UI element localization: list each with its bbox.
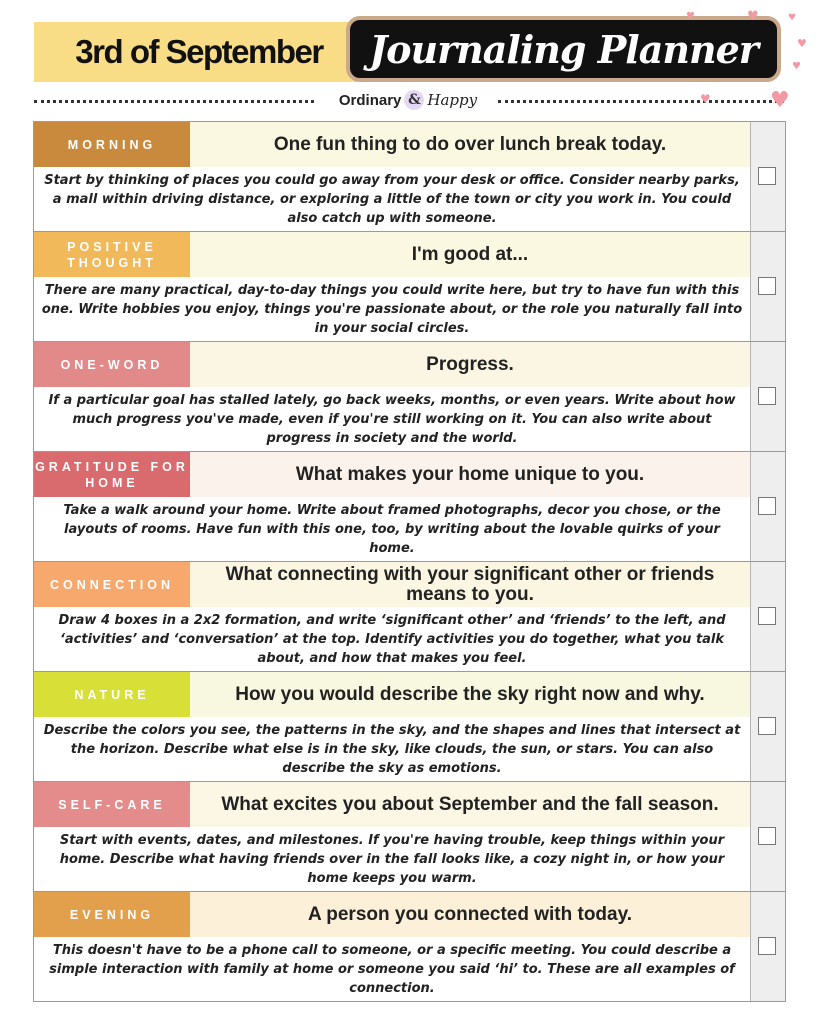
section-checkbox[interactable] (758, 607, 776, 625)
heart-icon: ♥ (686, 11, 695, 22)
section-evening (34, 892, 785, 1002)
section-tag: SELF-CARE (34, 782, 190, 827)
section-tag: GRATITUDE FOR HOME (34, 452, 190, 497)
page-title: Journaling Planner (346, 16, 781, 82)
section-prompt: What connecting with your significant other or friends means to you. (190, 562, 750, 607)
section-checkbox[interactable] (758, 827, 776, 845)
section-connection (34, 562, 785, 672)
section-checkbox[interactable] (758, 937, 776, 955)
section-prompt: I'm good at... (190, 232, 750, 277)
section-description: Draw 4 boxes in a 2x2 formation, and write ‘significant other’ and ‘friends’ to the left, and ‘activities’ and ‘conversation’ at the top. Identify activities you do together, what you talk about, and how that makes you feel. (58, 612, 726, 666)
section-checkbox[interactable] (758, 277, 776, 295)
heart-icon: ♥ (747, 9, 759, 24)
section-tag: ONE-WORD (34, 342, 190, 387)
section-description: Take a walk around your home. Write about framed photographs, decor you chose, or the layouts of rooms. Have fun with this one, too, by writing about the lovable quirks of your home. (63, 502, 721, 556)
section-prompt: One fun thing to do over lunch break today. (190, 122, 750, 167)
section-gratitude-for-home (34, 452, 785, 562)
heart-icon: ♥ (700, 92, 711, 106)
section-tag: MORNING (34, 122, 190, 167)
section-description: This doesn't have to be a phone call to someone, or a specific meeting. You could describe a simple interaction with family at home or someone you said ‘hi’ to. These are all examples of connection. (49, 942, 735, 996)
section-positive-thought (34, 232, 785, 342)
section-description: There are many practical, day-to-day things you could write here, but try to have fun with this one. Write hobbies you enjoy, things you're passionate about, or the role you naturally fall into in your social circles. (41, 282, 743, 336)
section-morning (34, 122, 785, 232)
section-nature (34, 672, 785, 782)
section-tag: EVENING (34, 892, 190, 937)
section-checkbox[interactable] (758, 497, 776, 515)
brand-logo (322, 86, 494, 114)
planner-table (33, 121, 786, 1002)
section-description: If a particular goal has stalled lately, go back weeks, months, or even years. Write about how much progress you've made, even if you're still working on it. You can also write about progress in society and the world. (48, 392, 736, 446)
section-one-word (34, 342, 785, 452)
section-prompt: What excites you about September and the fall season. (190, 782, 750, 827)
dotted-divider-left (34, 100, 314, 103)
section-prompt: How you would describe the sky right now and why. (190, 672, 750, 717)
section-tag: POSITIVE THOUGHT (34, 232, 190, 277)
brand-ampersand: & (404, 90, 424, 110)
heart-icon: ♥ (788, 13, 797, 23)
section-self-care (34, 782, 785, 892)
section-checkbox[interactable] (758, 717, 776, 735)
section-description: Describe the colors you see, the patterns in the sky, and the shapes and lines that intersect at the horizon. Describe what else is in the sky, like clouds, the sun, or stars. You can also describe the sky as emotions. (43, 722, 741, 776)
heart-icon: ♥ (797, 37, 807, 50)
section-checkbox[interactable] (758, 387, 776, 405)
section-prompt: A person you connected with today. (190, 892, 750, 937)
section-description: Start by thinking of places you could go away from your desk or office. Consider nearby parks, a mall within driving distance, or exploring a little of the town or city you work in. You could also catch up with someone. (44, 172, 740, 226)
section-tag: NATURE (34, 672, 190, 717)
heart-icon: ♥ (792, 61, 801, 72)
section-tag: CONNECTION (34, 562, 190, 607)
heart-icon: ♥ (770, 88, 790, 113)
section-description: Start with events, dates, and milestones. If you're having trouble, keep things within your home. Describe what having friends over in the fall looks like, a cozy night in, or how your home keeps you warm. (59, 832, 725, 886)
section-prompt: Progress. (190, 342, 750, 387)
section-prompt: What makes your home unique to you. (190, 452, 750, 497)
page-date: 3rd of September (75, 33, 323, 70)
brand-word-happy: Happy (427, 91, 478, 109)
dotted-divider-right (498, 100, 784, 103)
section-checkbox[interactable] (758, 167, 776, 185)
brand-word-ordinary: Ordinary (338, 91, 402, 109)
